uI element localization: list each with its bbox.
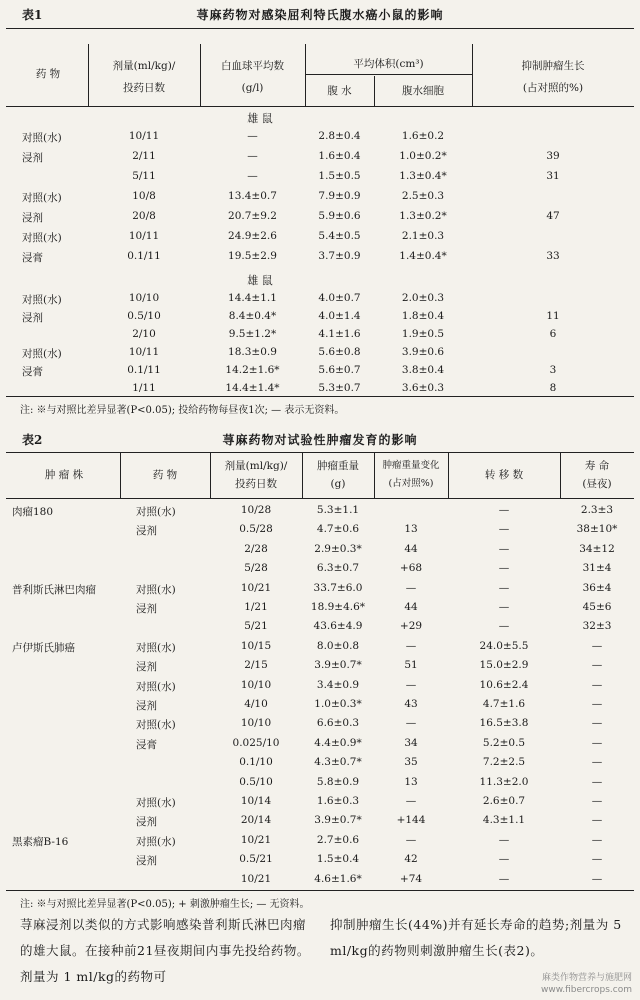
change-cell: — [405, 717, 417, 730]
t2-h-life-1: 寿 命 [584, 460, 610, 472]
dose-cell: 10/11 [128, 230, 160, 242]
cells-cell: 1.6±0.2 [401, 130, 445, 142]
cells-cell: 3.6±0.3 [401, 382, 445, 394]
lifespan-cell: 45±6 [582, 601, 612, 613]
lifespan-cell: 2.3±3 [580, 504, 614, 516]
table-row [0, 207, 640, 229]
t2-h-meta: 转 移 数 [484, 469, 524, 481]
t2-h-dose-1: 剂量(ml/kg)/ [224, 460, 288, 472]
inhibit-cell: 8 [549, 382, 557, 394]
ascites-cell: 1.5±0.5 [318, 170, 361, 182]
inhibit-cell: 6 [549, 328, 557, 340]
table2-bottom-rule [6, 890, 634, 891]
weight-cell: 4.4±0.9* [314, 736, 362, 749]
drug-cell: 对照(水) [136, 719, 176, 732]
weight-cell: 33.7±6.0 [313, 581, 363, 594]
metastasis-cell: — [498, 833, 510, 846]
metastasis-cell: 2.6±0.7 [482, 795, 526, 807]
cells-cell: 1.3±0.4* [399, 170, 447, 182]
wbc-cell: 14.4±1.1 [228, 292, 277, 304]
drug-cell: 对照(水) [136, 680, 176, 693]
wbc-cell: — [247, 170, 258, 182]
cells-cell: 1.3±0.2* [399, 210, 447, 222]
cells-cell: 1.9±0.5 [401, 328, 445, 340]
table1-title: 荨麻药物对感染屈利特氏腹水癌小鼠的影响 [196, 8, 444, 22]
t1-h-wbc-2: (g/l) [241, 82, 264, 94]
table-row [0, 167, 640, 189]
lifespan-cell: 38±10* [576, 523, 618, 536]
change-cell: 43 [404, 698, 418, 710]
weight-cell: 4.6±1.6* [314, 872, 362, 885]
ascites-cell: 5.4±0.5 [318, 230, 361, 242]
ascites-cell: 4.0±1.4 [318, 310, 361, 322]
weight-cell: 43.6±4.9 [313, 620, 363, 633]
ascites-cell: 2.8±0.4 [318, 130, 361, 142]
t1-section-a: 雄 鼠 [247, 112, 273, 125]
drug-cell: 浸剂 [136, 855, 157, 868]
t2-h-change-1: 肿瘤重量变化 [382, 460, 440, 471]
weight-cell: 8.0±0.8 [316, 639, 360, 652]
dose-cell: 2/15 [244, 659, 268, 672]
drug-cell: 浸膏 [22, 252, 43, 264]
wbc-cell: 8.4±0.4* [228, 310, 277, 322]
wbc-cell: 9.5±1.2* [228, 328, 277, 340]
metastasis-cell: 4.3±1.1 [482, 814, 526, 827]
drug-cell: 对照(水) [136, 797, 176, 809]
weight-cell: 3.9±0.7* [314, 659, 362, 672]
dose-cell: 10/11 [128, 130, 160, 142]
drug-cell: 浸膏 [22, 366, 43, 378]
metastasis-cell: — [498, 523, 510, 536]
change-cell: 51 [404, 659, 418, 672]
dose-cell: 2/11 [132, 150, 156, 162]
drug-cell: 浸剂 [136, 816, 157, 829]
t1-vline-4 [472, 44, 473, 106]
ascites-cell: 4.0±0.7 [318, 292, 361, 304]
dose-cell: 5/28 [244, 562, 268, 575]
wbc-cell: — [247, 130, 258, 142]
metastasis-cell: 11.3±2.0 [479, 775, 529, 788]
tumor-cell: 普利斯氏淋巴肉瘤 [12, 583, 96, 596]
weight-cell: 6.3±0.7 [316, 562, 360, 575]
inhibit-cell: 31 [546, 170, 560, 182]
table2-title-row [0, 431, 640, 451]
drug-cell: 浸剂 [22, 152, 43, 164]
watermark-line2: www.fibercrops.com [541, 985, 632, 995]
t2-h-dose-2: 投药日数 [235, 478, 277, 490]
dose-cell: 10/14 [240, 795, 272, 807]
drug-cell: 对照(水) [22, 294, 62, 306]
change-cell: 44 [404, 542, 418, 555]
t2-h-change-2: (占对照%) [388, 478, 434, 489]
weight-cell: 5.8±0.9 [316, 775, 360, 788]
lifespan-cell: 36±4 [582, 581, 612, 594]
ascites-cell: 5.3±0.7 [318, 382, 361, 394]
body-text-left: 荨麻浸剂以类似的方式影响感染普利斯氏淋巴肉瘤的雄大鼠。在接种前21昼夜期间内事先投给药物。剂量为 1 ml/kg的药物可 [20, 917, 310, 984]
t1-h-dose-1: 剂量(ml/kg)/ [112, 60, 176, 72]
table1-header-rule [6, 106, 634, 107]
change-cell: +74 [399, 872, 423, 885]
watermark-line1: 麻类作物营养与施肥网 [541, 973, 632, 983]
dose-cell: 10/11 [128, 346, 160, 358]
table2-note: 注: ※与对照比差异显著(P<0.05); + 刺激肿瘤生长; — 无资料。 [20, 899, 310, 910]
cells-cell: 1.0±0.2* [399, 150, 447, 162]
cells-cell: 1.4±0.4* [399, 250, 447, 262]
ascites-cell: 3.7±0.9 [318, 250, 361, 262]
t1-h-dose-2: 投药日数 [123, 82, 165, 94]
ascites-cell: 1.6±0.4 [318, 150, 361, 162]
dose-cell: 0.1/11 [127, 250, 161, 262]
drug-cell: 浸膏 [136, 738, 157, 751]
drug-cell: 对照(水) [136, 506, 176, 518]
change-cell: — [405, 581, 417, 594]
weight-cell: 4.3±0.7* [314, 756, 362, 769]
dose-cell: 1/21 [244, 601, 268, 613]
change-cell: +144 [396, 814, 426, 827]
lifespan-cell: — [591, 717, 603, 730]
dose-cell: 0.025/10 [232, 736, 280, 749]
wbc-cell: 14.2±1.6* [225, 364, 280, 376]
dose-cell: 0.5/21 [239, 853, 273, 866]
t2-h-life-2: (昼夜) [582, 478, 612, 490]
metastasis-cell: 7.2±2.5 [482, 756, 526, 769]
table1-title-row [0, 6, 640, 26]
inhibit-cell: 3 [549, 364, 557, 376]
weight-cell: 6.6±0.3 [316, 717, 360, 730]
wbc-cell: — [247, 150, 258, 162]
drug-cell: 对照(水) [136, 835, 176, 848]
weight-cell: 3.4±0.9 [316, 678, 360, 691]
t1-vline-2 [200, 44, 201, 106]
drug-cell: 浸剂 [136, 700, 157, 712]
weight-cell: 1.5±0.4 [316, 853, 360, 866]
dose-cell: 20/8 [132, 210, 156, 222]
body-text-right: 抑制肿瘤生长(44%)并有延长寿命的趋势;剂量为 5 ml/kg的药物则刺激肿瘤生长(表2)。 [330, 917, 622, 958]
tumor-cell: 黑素瘤B-16 [12, 835, 69, 848]
dose-cell: 10/10 [240, 717, 272, 730]
wbc-cell: 19.5±2.9 [228, 250, 277, 262]
change-cell: +29 [399, 620, 423, 633]
lifespan-cell: — [591, 736, 603, 749]
change-cell: — [405, 833, 417, 846]
dose-cell: 10/8 [132, 190, 156, 202]
change-cell: — [405, 678, 417, 691]
cells-cell: 3.8±0.4 [401, 364, 445, 376]
drug-cell: 对照(水) [136, 583, 176, 596]
change-cell: 13 [404, 775, 418, 788]
dose-cell: 0.1/10 [239, 756, 273, 769]
metastasis-cell: — [498, 853, 510, 866]
drug-cell: 浸剂 [136, 603, 157, 615]
dose-cell: 20/14 [240, 814, 272, 827]
t1-section-b: 雄 鼠 [247, 274, 273, 287]
ascites-cell: 5.6±0.8 [318, 346, 361, 358]
metastasis-cell: 24.0±5.5 [479, 639, 529, 652]
dose-cell: 0.1/11 [127, 364, 161, 376]
lifespan-cell: — [591, 775, 603, 788]
dose-cell: 0.5/10 [127, 310, 161, 322]
table2-top-rule [6, 452, 634, 453]
t1-h-inhibit-2: (占对照的%) [522, 82, 584, 94]
change-cell: 35 [404, 756, 418, 769]
metastasis-cell: 4.7±1.6 [482, 698, 526, 710]
lifespan-cell: — [591, 853, 603, 866]
cells-cell: 2.0±0.3 [401, 292, 445, 304]
dose-cell: 1/11 [132, 382, 156, 394]
dose-cell: 0.5/28 [239, 523, 273, 536]
dose-cell: 10/21 [240, 833, 272, 846]
table-row [0, 227, 640, 249]
table1-bottom-rule [6, 396, 634, 397]
weight-cell: 5.3±1.1 [316, 504, 360, 516]
weight-cell: 4.7±0.6 [316, 523, 360, 536]
t1-h-drug: 药 物 [35, 68, 61, 80]
lifespan-cell: — [591, 659, 603, 672]
t1-h-wbc-1: 白血球平均数 [221, 60, 284, 72]
metastasis-cell: 16.5±3.8 [479, 717, 529, 730]
dose-cell: 10/21 [240, 581, 272, 594]
metastasis-cell: 10.6±2.4 [479, 678, 529, 691]
ascites-cell: 7.9±0.9 [318, 190, 361, 202]
table1-top-rule [6, 28, 634, 29]
cells-cell: 2.1±0.3 [401, 230, 445, 242]
table1-number: 表1 [22, 8, 43, 22]
ascites-cell: 5.6±0.7 [318, 364, 361, 376]
t1-vol-subrule [305, 74, 472, 75]
t2-h-weight-2: (g) [330, 478, 346, 490]
drug-cell: 浸剂 [136, 525, 157, 538]
cells-cell: 2.5±0.3 [401, 190, 445, 202]
weight-cell: 2.9±0.3* [314, 542, 362, 555]
metastasis-cell: — [498, 872, 510, 885]
table-row [0, 247, 640, 269]
t1-vline-1 [88, 44, 89, 106]
drug-cell: 对照(水) [22, 132, 62, 144]
metastasis-cell: 15.0±2.9 [479, 659, 529, 672]
weight-cell: 1.0±0.3* [314, 698, 362, 710]
wbc-cell: 24.9±2.6 [228, 230, 277, 242]
drug-cell: 对照(水) [22, 348, 62, 360]
weight-cell: 1.6±0.3 [316, 795, 360, 807]
weight-cell: 2.7±0.6 [316, 833, 360, 846]
weight-cell: 18.9±4.6* [310, 601, 366, 613]
metastasis-cell: — [498, 562, 510, 575]
weight-cell: 3.9±0.7* [314, 814, 362, 827]
lifespan-cell: — [591, 698, 603, 710]
wbc-cell: 14.4±1.4* [225, 382, 280, 394]
dose-cell: 10/28 [240, 504, 272, 516]
drug-cell: 对照(水) [136, 641, 176, 654]
wbc-cell: 20.7±9.2 [228, 210, 277, 222]
lifespan-cell: — [591, 872, 603, 885]
drug-cell: 浸剂 [22, 212, 43, 224]
cells-cell: 1.8±0.4 [401, 310, 445, 322]
lifespan-cell: — [591, 833, 603, 846]
t1-h-inhibit-1: 抑制肿瘤生长 [521, 60, 585, 72]
change-cell: 13 [404, 523, 418, 536]
lifespan-cell: — [591, 814, 603, 827]
table-row [0, 379, 640, 401]
inhibit-cell: 11 [546, 310, 560, 322]
t1-h-ascites: 腹 水 [327, 85, 352, 97]
t1-h-cells: 腹水细胞 [402, 85, 444, 97]
t2-h-tumor: 肿 瘤 株 [44, 469, 84, 481]
dose-cell: 2/10 [132, 328, 156, 340]
change-cell: 34 [404, 736, 418, 749]
table-row [0, 187, 640, 209]
dose-cell: 2/28 [244, 542, 268, 555]
drug-cell: 浸剂 [22, 312, 43, 324]
dose-cell: 4/10 [244, 698, 268, 710]
table2-header-rule [6, 498, 634, 499]
inhibit-cell: 47 [546, 210, 560, 222]
dose-cell: 10/21 [240, 872, 272, 885]
drug-cell: 对照(水) [22, 232, 62, 244]
inhibit-cell: 39 [546, 150, 560, 162]
dose-cell: 10/10 [128, 292, 160, 304]
lifespan-cell: — [591, 639, 603, 652]
wbc-cell: 13.4±0.7 [228, 190, 277, 202]
change-cell: 42 [404, 853, 418, 866]
dose-cell: 5/21 [244, 620, 268, 633]
drug-cell: 浸剂 [136, 661, 157, 674]
lifespan-cell: — [591, 678, 603, 691]
lifespan-cell: 31±4 [582, 562, 612, 575]
table-row [0, 127, 640, 149]
table-row [0, 870, 640, 892]
change-cell: 44 [404, 601, 418, 613]
tumor-cell: 卢伊斯氏肺癌 [12, 641, 75, 654]
ascites-cell: 4.1±1.6 [318, 328, 361, 340]
change-cell: — [405, 639, 417, 652]
metastasis-cell: — [498, 504, 510, 516]
t2-h-weight-1: 肿瘤重量 [317, 460, 359, 472]
t2-h-drug: 药 物 [152, 469, 178, 481]
watermark [541, 972, 632, 996]
metastasis-cell: 5.2±0.5 [482, 736, 526, 749]
wbc-cell: 18.3±0.9 [228, 346, 277, 358]
metastasis-cell: — [498, 601, 510, 613]
dose-cell: 10/10 [240, 678, 272, 691]
dose-cell: 10/15 [240, 639, 272, 652]
lifespan-cell: 32±3 [582, 620, 612, 633]
change-cell: +68 [399, 562, 423, 575]
table-row [0, 147, 640, 169]
change-cell: — [405, 795, 417, 807]
dose-cell: 0.5/10 [239, 775, 273, 788]
lifespan-cell: — [591, 756, 603, 769]
metastasis-cell: — [498, 620, 510, 633]
lifespan-cell: — [591, 795, 603, 807]
table1-note: 注: ※与对照比差异显著(P<0.05); 投给药物每昼夜1次; — 表示无资料。 [20, 405, 345, 416]
drug-cell: 对照(水) [22, 192, 62, 204]
table2-number: 表2 [22, 433, 43, 447]
tumor-cell: 肉瘤180 [12, 506, 54, 518]
dose-cell: 5/11 [132, 170, 156, 182]
metastasis-cell: — [498, 581, 510, 594]
ascites-cell: 5.9±0.6 [318, 210, 361, 222]
inhibit-cell: 33 [546, 250, 560, 262]
lifespan-cell: 34±12 [579, 542, 615, 555]
t1-h-vol: 平均体积(cm³) [353, 58, 424, 70]
metastasis-cell: — [498, 542, 510, 555]
cells-cell: 3.9±0.6 [401, 346, 445, 358]
table2-title: 荨麻药物对试验性肿瘤发育的影响 [222, 433, 418, 447]
